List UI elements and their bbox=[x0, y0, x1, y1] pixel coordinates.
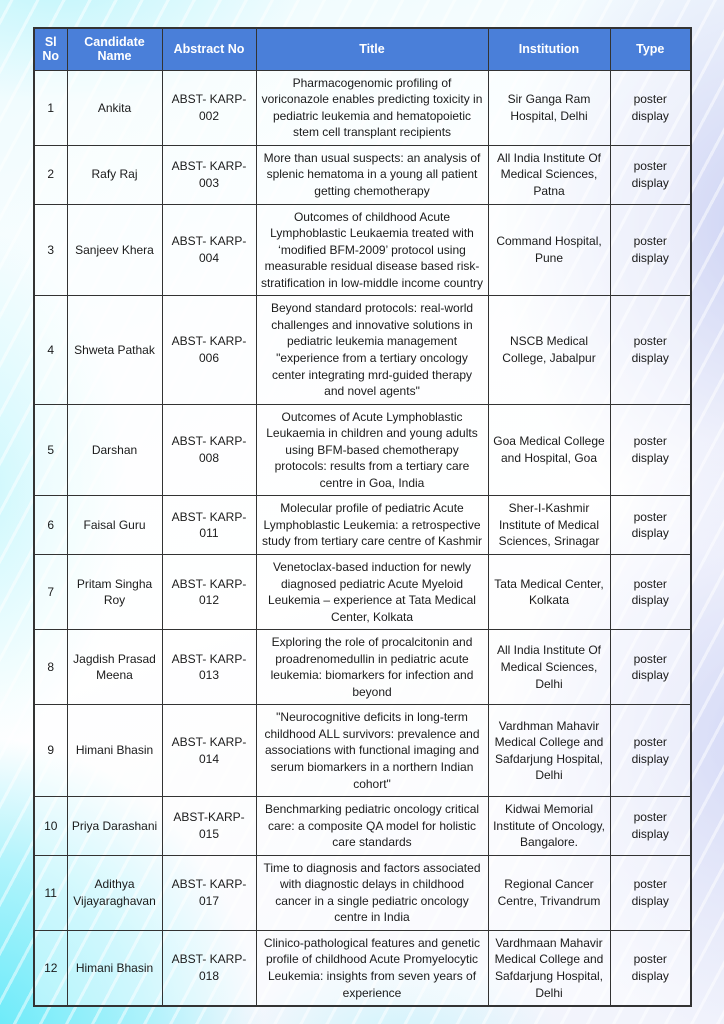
cell-sl-no: 6 bbox=[34, 496, 67, 555]
cell-title: Pharmacogenomic profiling of voriconazole enables predicting toxicity in pediatric leukemia and hematopoietic stem cell transplant recipients bbox=[256, 70, 488, 145]
cell-sl-no: 1 bbox=[34, 70, 67, 145]
table-row bbox=[34, 145, 691, 204]
cell-sl-no: 9 bbox=[34, 705, 67, 797]
cell-sl-no: 3 bbox=[34, 204, 67, 296]
cell-institution: Tata Medical Center, Kolkata bbox=[488, 554, 610, 629]
table-body bbox=[34, 70, 691, 1006]
cell-type: poster display bbox=[610, 855, 691, 930]
cell-title: Outcomes of Acute Lymphoblastic Leukaemia in children and young adults using BFM-based chemotherapy protocols: results from a tertiary care centre in Goa, India bbox=[256, 404, 488, 496]
cell-candidate: Priya Darashani bbox=[67, 797, 162, 856]
cell-type: poster display bbox=[610, 70, 691, 145]
cell-type: poster display bbox=[610, 930, 691, 1006]
cell-abstract-no: ABST- KARP-013 bbox=[162, 630, 256, 705]
cell-type: poster display bbox=[610, 404, 691, 496]
cell-abstract-no: ABST- KARP-011 bbox=[162, 496, 256, 555]
header-row bbox=[34, 28, 691, 70]
column-header-abstract-no: Abstract No bbox=[162, 28, 256, 70]
cell-title: Time to diagnosis and factors associated with diagnostic delays in childhood cancer in a single pediatric oncology centre in India bbox=[256, 855, 488, 930]
cell-candidate: Pritam Singha Roy bbox=[67, 554, 162, 629]
cell-type: poster display bbox=[610, 496, 691, 555]
table-row bbox=[34, 630, 691, 705]
cell-sl-no: 2 bbox=[34, 145, 67, 204]
table-row bbox=[34, 296, 691, 404]
table-row bbox=[34, 705, 691, 797]
cell-candidate: Faisal Guru bbox=[67, 496, 162, 555]
cell-abstract-no: ABST- KARP-008 bbox=[162, 404, 256, 496]
table-header bbox=[34, 28, 691, 70]
cell-type: poster display bbox=[610, 705, 691, 797]
column-header-institution: Institution bbox=[488, 28, 610, 70]
cell-institution: Regional Cancer Centre, Trivandrum bbox=[488, 855, 610, 930]
cell-title: Outcomes of childhood Acute Lymphoblastic Leukaemia treated with ‘modified BFM-2009’ protocol using measurable residual disease based risk-stratification in low-middle income country bbox=[256, 204, 488, 296]
table-row bbox=[34, 797, 691, 856]
cell-abstract-no: ABST- KARP-014 bbox=[162, 705, 256, 797]
cell-abstract-no: ABST- KARP-012 bbox=[162, 554, 256, 629]
cell-abstract-no: ABST- KARP-018 bbox=[162, 930, 256, 1006]
cell-title: More than usual suspects: an analysis of splenic hematoma in a young all patient getting chemotherapy bbox=[256, 145, 488, 204]
cell-institution: Sher-I-Kashmir Institute of Medical Sciences, Srinagar bbox=[488, 496, 610, 555]
cell-type: poster display bbox=[610, 797, 691, 856]
cell-institution: Kidwai Memorial Institute of Oncology, Bangalore. bbox=[488, 797, 610, 856]
cell-title: "Neurocognitive deficits in long-term childhood ALL survivors: prevalence and associations with functional imaging and serum biomarkers in a northern Indian cohort" bbox=[256, 705, 488, 797]
cell-candidate: Jagdish Prasad Meena bbox=[67, 630, 162, 705]
table-row bbox=[34, 855, 691, 930]
cell-type: poster display bbox=[610, 630, 691, 705]
cell-institution: Goa Medical College and Hospital, Goa bbox=[488, 404, 610, 496]
cell-candidate: Rafy Raj bbox=[67, 145, 162, 204]
cell-title: Beyond standard protocols: real-world challenges and innovative solutions in pediatric leukemia management "experience from a tertiary oncology center integrating mrd-guided therapy and novel agents" bbox=[256, 296, 488, 404]
table-row bbox=[34, 204, 691, 296]
cell-abstract-no: ABST- KARP-017 bbox=[162, 855, 256, 930]
cell-candidate: Ankita bbox=[67, 70, 162, 145]
table-row bbox=[34, 930, 691, 1006]
cell-sl-no: 7 bbox=[34, 554, 67, 629]
cell-abstract-no: ABST- KARP-006 bbox=[162, 296, 256, 404]
cell-title: Molecular profile of pediatric Acute Lymphoblastic Leukemia: a retrospective study from tertiary care centre of Kashmir bbox=[256, 496, 488, 555]
cell-sl-no: 4 bbox=[34, 296, 67, 404]
table-row bbox=[34, 554, 691, 629]
cell-institution: Vardhmaan Mahavir Medical College and Safdarjung Hospital, Delhi bbox=[488, 930, 610, 1006]
cell-institution: All India Institute Of Medical Sciences, Patna bbox=[488, 145, 610, 204]
cell-institution: Command Hospital, Pune bbox=[488, 204, 610, 296]
table-row bbox=[34, 70, 691, 145]
cell-candidate: Himani Bhasin bbox=[67, 930, 162, 1006]
cell-institution: Sir Ganga Ram Hospital, Delhi bbox=[488, 70, 610, 145]
cell-abstract-no: ABST-KARP-015 bbox=[162, 797, 256, 856]
cell-candidate: Adithya Vijayaraghavan bbox=[67, 855, 162, 930]
column-header-title: Title bbox=[256, 28, 488, 70]
cell-title: Venetoclax-based induction for newly diagnosed pediatric Acute Myeloid Leukemia – experience at Tata Medical Center, Kolkata bbox=[256, 554, 488, 629]
cell-sl-no: 11 bbox=[34, 855, 67, 930]
cell-sl-no: 10 bbox=[34, 797, 67, 856]
cell-abstract-no: ABST- KARP-002 bbox=[162, 70, 256, 145]
cell-title: Clinico-pathological features and genetic profile of childhood Acute Promyelocytic Leukemia: insights from seven years of experience bbox=[256, 930, 488, 1006]
cell-title: Exploring the role of procalcitonin and proadrenomedullin in pediatric acute leukemia: biomarkers for infection and beyond bbox=[256, 630, 488, 705]
cell-type: poster display bbox=[610, 554, 691, 629]
cell-candidate: Shweta Pathak bbox=[67, 296, 162, 404]
cell-candidate: Himani Bhasin bbox=[67, 705, 162, 797]
cell-sl-no: 12 bbox=[34, 930, 67, 1006]
cell-abstract-no: ABST- KARP-004 bbox=[162, 204, 256, 296]
cell-institution: Vardhman Mahavir Medical College and Safdarjung Hospital, Delhi bbox=[488, 705, 610, 797]
cell-abstract-no: ABST- KARP-003 bbox=[162, 145, 256, 204]
cell-institution: All India Institute Of Medical Sciences, Delhi bbox=[488, 630, 610, 705]
column-header-sl-no: Sl No bbox=[34, 28, 67, 70]
cell-title: Benchmarking pediatric oncology critical care: a composite QA model for holistic care standards bbox=[256, 797, 488, 856]
cell-sl-no: 5 bbox=[34, 404, 67, 496]
table-row bbox=[34, 496, 691, 555]
cell-candidate: Sanjeev Khera bbox=[67, 204, 162, 296]
table-row bbox=[34, 404, 691, 496]
abstracts-table bbox=[33, 27, 692, 1007]
column-header-type: Type bbox=[610, 28, 691, 70]
cell-type: poster display bbox=[610, 145, 691, 204]
cell-type: poster display bbox=[610, 204, 691, 296]
column-header-candidate-name: Candidate Name bbox=[67, 28, 162, 70]
cell-institution: NSCB Medical College, Jabalpur bbox=[488, 296, 610, 404]
cell-type: poster display bbox=[610, 296, 691, 404]
cell-sl-no: 8 bbox=[34, 630, 67, 705]
cell-candidate: Darshan bbox=[67, 404, 162, 496]
